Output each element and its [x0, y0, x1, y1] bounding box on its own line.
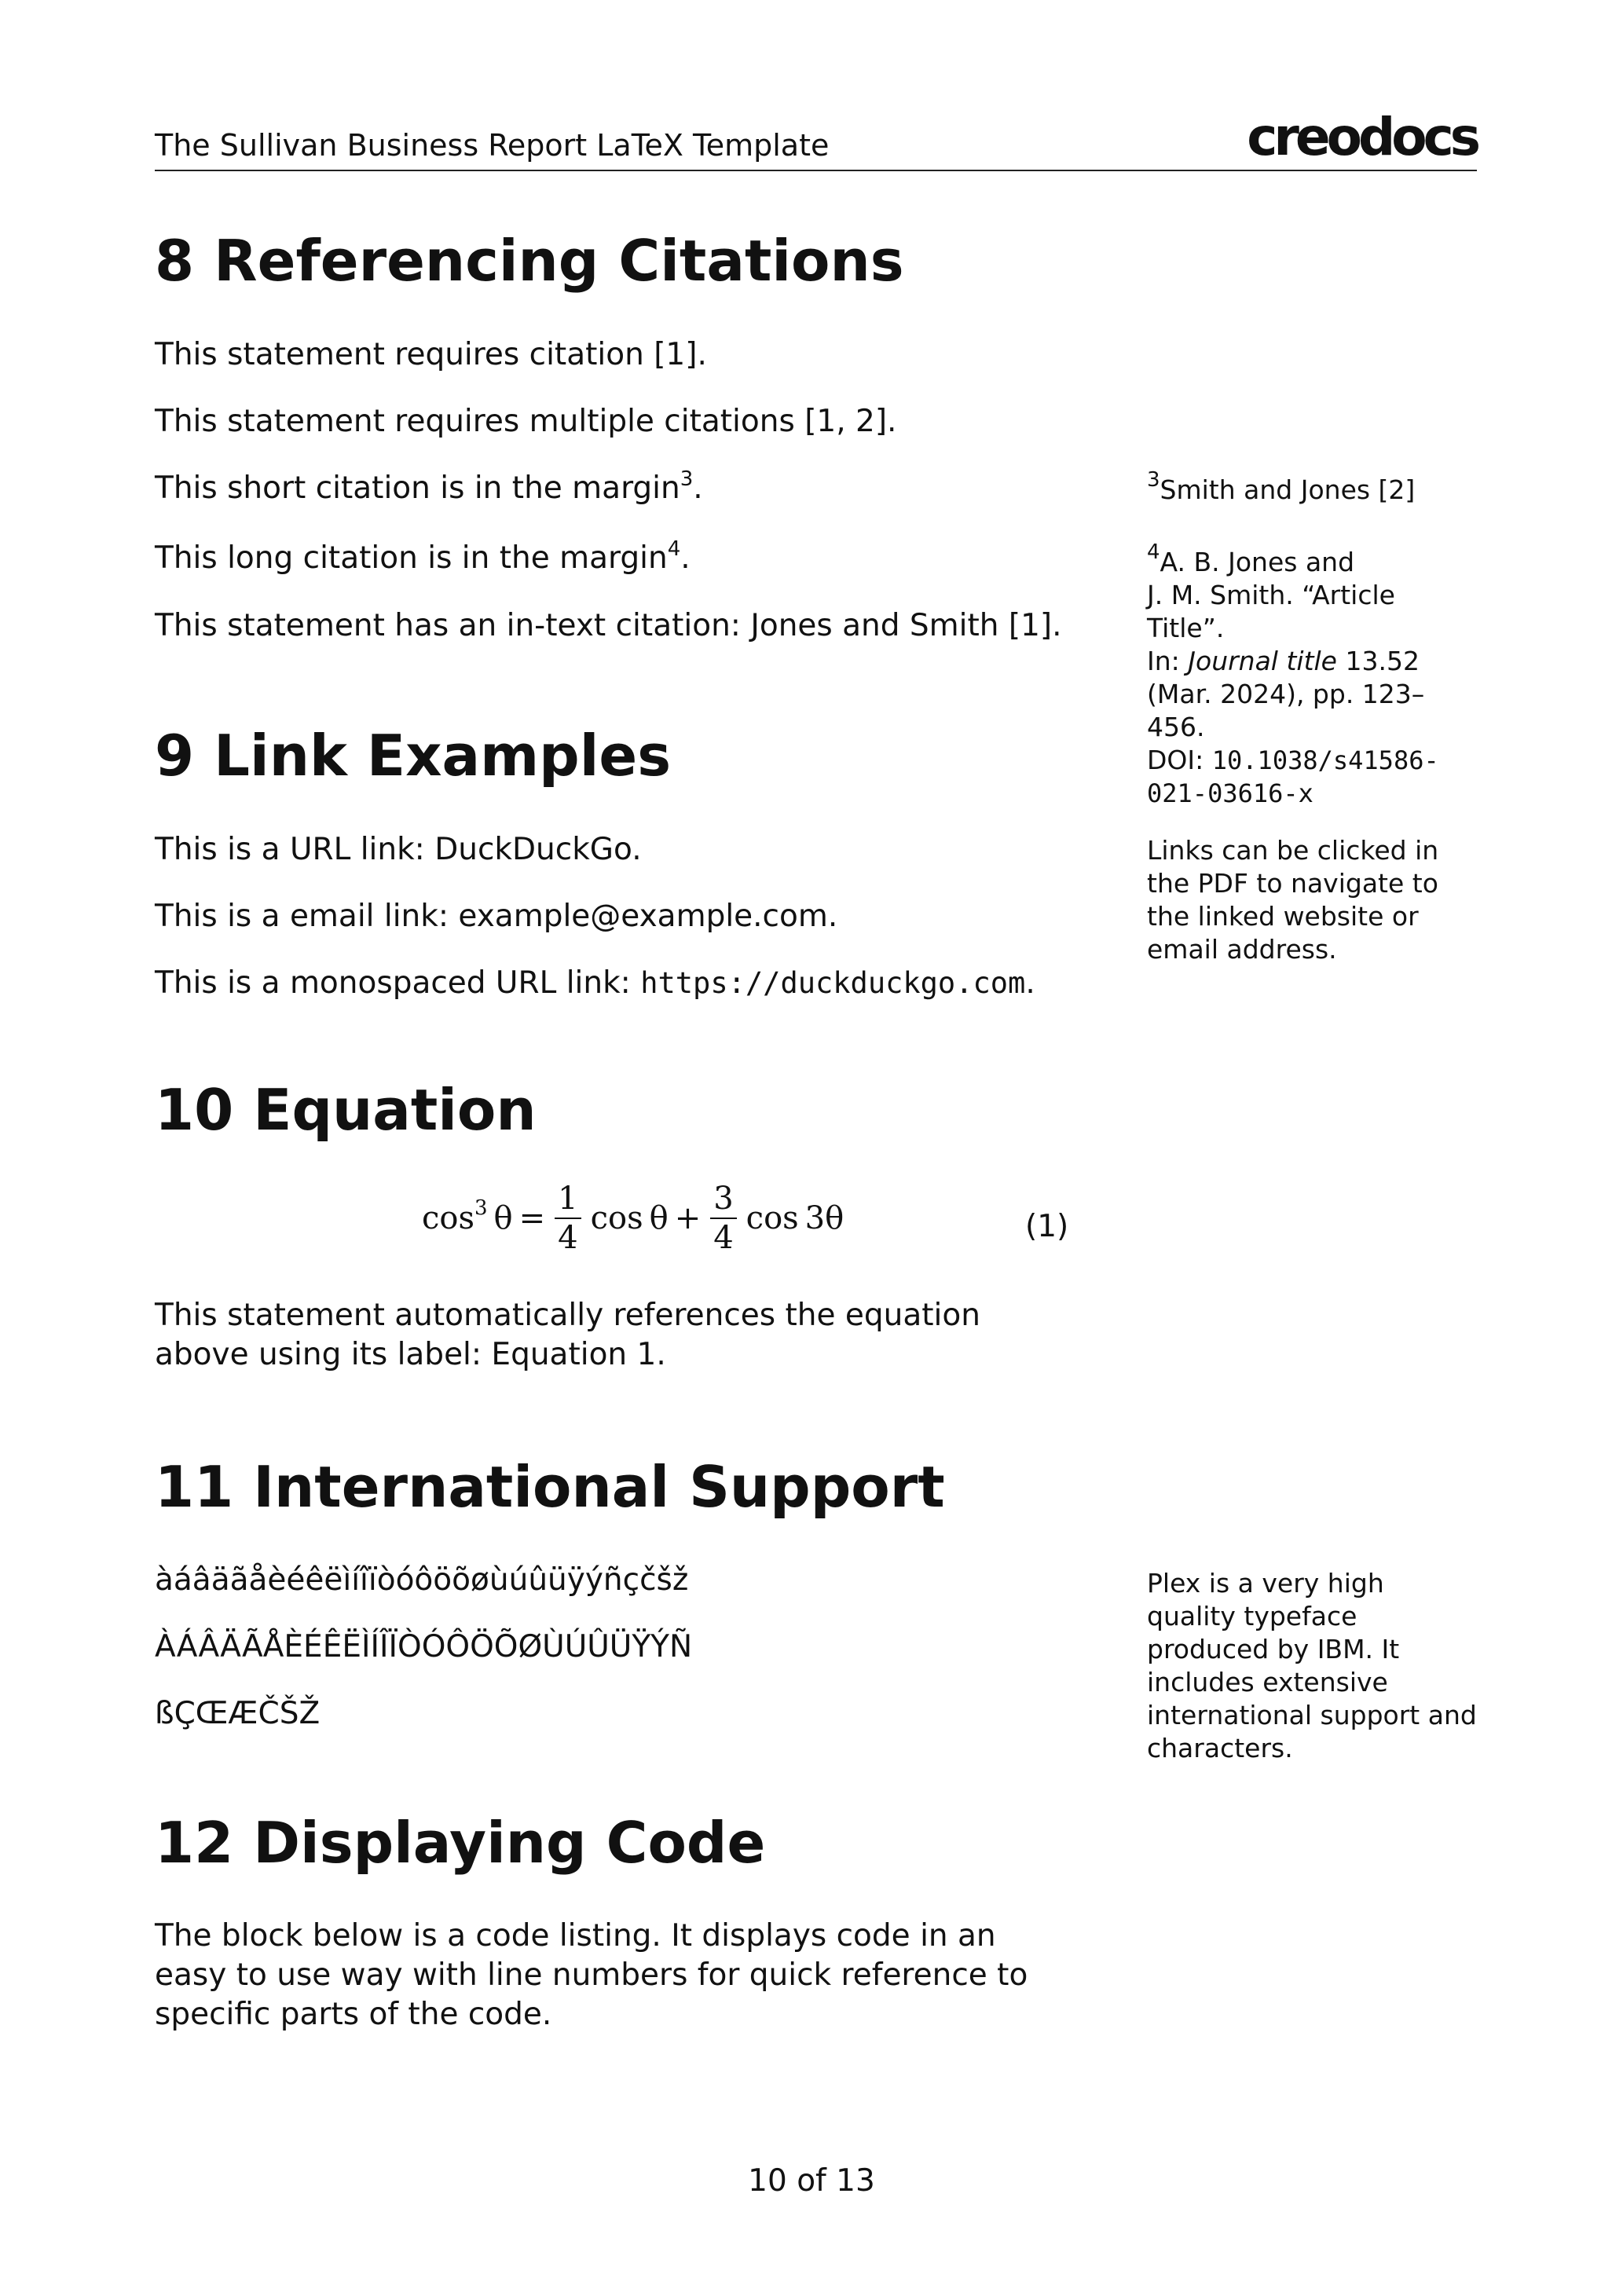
url-link-statement: This is a URL link: DuckDuckGo.	[155, 832, 642, 867]
margin-note-3-text: Smith and Jones [2]	[1160, 474, 1416, 505]
equation-number: (1)	[1025, 1209, 1069, 1244]
citation-statement-5: This statement has an in-text citation: Jones and Smith [1].	[155, 608, 1062, 643]
margin-note-4-doi-link-cont[interactable]: 021-03616-x	[1147, 778, 1313, 808]
page-number: 10 of 13	[748, 2163, 875, 2199]
uppercase-characters: ÀÁÂÄÃÅÈÉÊËÌÍÎÏÒÓÔÖÕØÙÚÛÜŸÝÑ	[155, 1629, 693, 1664]
international-margin-note: Plex is a very high quality typeface produced by IBM. It includes extensive international support and characters.	[1147, 1568, 1477, 1763]
running-header-title: The Sullivan Business Report LaTeX Template	[155, 128, 830, 163]
margin-note-4-date: (Mar. 2024), pp. 123–456.	[1147, 679, 1425, 742]
section-heading-code: 12 Displaying Code	[155, 1810, 766, 1876]
mono-link-statement: This is a monospaced URL link: https://duckduckgo.com.	[155, 965, 1035, 1001]
section-heading-equation: 10 Equation	[155, 1077, 537, 1143]
equation-reference-text: This statement automatically references the equation above using its label: Equation 1.	[155, 1298, 980, 1372]
lowercase-characters: àáâäãåèéêëìíîïòóôöõøùúûüÿýñçčšž	[155, 1562, 689, 1598]
links-margin-note: Links can be clicked in the PDF to navigate to the linked website or email address.	[1147, 835, 1439, 965]
url-link-prefix: This is a URL link:	[155, 832, 425, 867]
email-link[interactable]: example@example.com	[458, 899, 828, 934]
margin-note-4-volume: 13.52	[1345, 646, 1420, 676]
citation-statement-3: This short citation is in the margin$^3$.	[155, 467, 703, 506]
section-heading-links: 9 Link Examples	[155, 723, 672, 789]
citation-statement-4: This long citation is in the margin$^4$.	[155, 537, 691, 576]
margin-note-3-mark: 3	[1147, 468, 1160, 492]
margin-note-4-mark: 4	[1147, 540, 1160, 564]
special-characters: ßÇŒÆČŠŽ	[155, 1696, 321, 1731]
header-rule	[155, 170, 1477, 171]
margin-note-4-doi-link[interactable]: 10.1038/s41586-	[1211, 745, 1439, 775]
equation-1: $\cos^3 \theta$ = $\frac{1}{4}$ cos θ + $\frac{3}{4}$ cos 3θ	[422, 1181, 844, 1256]
monospaced-url-link[interactable]: https://duckduckgo.com	[640, 966, 1026, 1000]
email-link-prefix: This is a email link:	[155, 899, 449, 934]
short-citation-mark[interactable]: 3	[680, 467, 694, 491]
margin-note-4-in: In:	[1147, 646, 1180, 676]
margin-note-4-authors: A. B. Jones and	[1160, 547, 1355, 577]
margin-note-4-journal: Journal title	[1188, 646, 1337, 676]
citation-statement-2: This statement requires multiple citations [1, 2].	[155, 404, 897, 439]
code-intro-text: The block below is a code listing. It displays code in an easy to use way with line numbers for quick reference to specific parts of the code.	[155, 1918, 1028, 2032]
long-citation-text: This long citation is in the margin	[155, 540, 668, 576]
citation-statement-1: This statement requires citation [1].	[155, 337, 707, 372]
section-heading-international: 11 International Support	[155, 1454, 945, 1520]
margin-note-4-doi-label: DOI:	[1147, 745, 1204, 775]
margin-note-3	[1147, 468, 1477, 507]
duckduckgo-link[interactable]: DuckDuckGo	[434, 832, 632, 867]
mono-link-prefix: This is a monospaced URL link:	[155, 965, 631, 1001]
short-citation-text: This short citation is in the margin	[155, 471, 680, 506]
long-citation-mark[interactable]: 4	[667, 537, 681, 561]
creodocs-logo: creodocs	[1247, 107, 1477, 167]
email-link-statement: This is a email link: example@example.com.	[155, 899, 838, 934]
margin-note-4-title: J. M. Smith. “Article Title”.	[1147, 580, 1395, 643]
section-heading-citations: 8 Referencing Citations	[155, 228, 904, 294]
margin-note-4	[1147, 540, 1477, 810]
